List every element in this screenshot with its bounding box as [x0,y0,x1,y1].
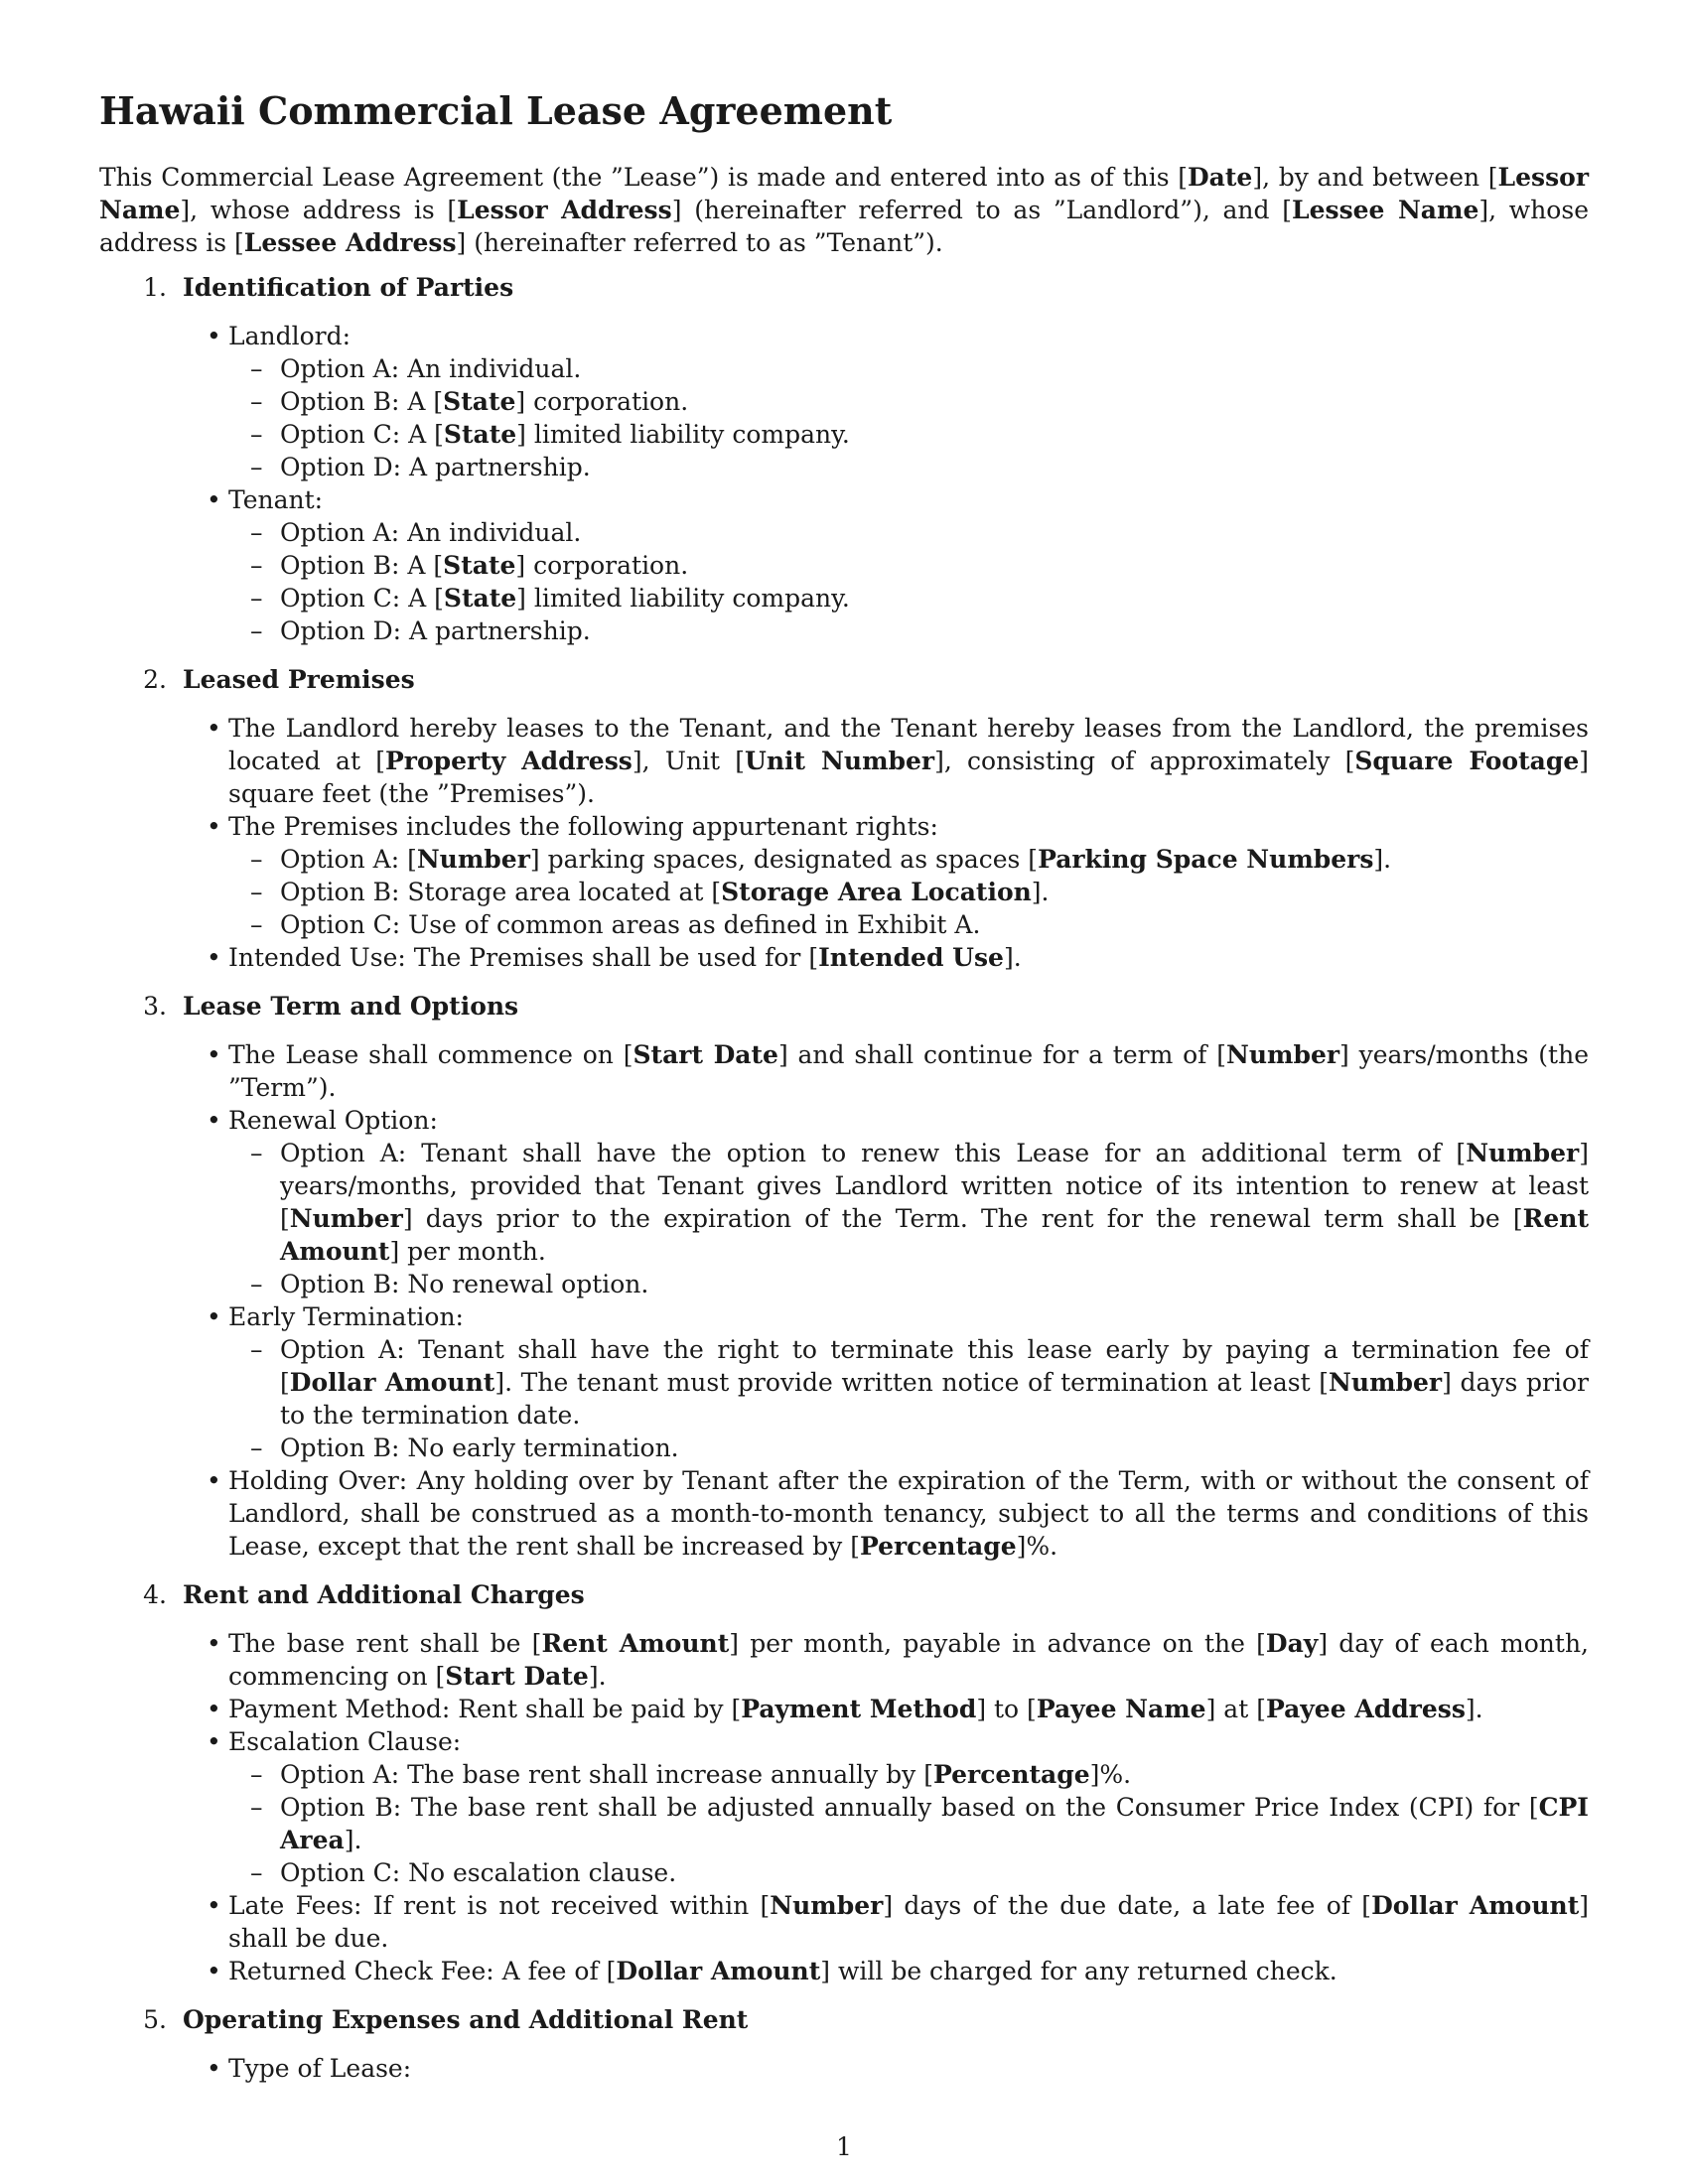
option-item: – Option A: An individual. [280,352,1589,385]
intro-text: ], whose address is [ [180,196,458,224]
bullet-text: Returned Check Fee: A fee of [ [228,1957,617,1985]
bullet-early-termination [228,1300,1589,1464]
bullet-text: ] days of the due date, a late fee of [ [883,1891,1372,1920]
bullet-text: ], consisting of approximately [ [934,747,1355,775]
bullet-text: ] to [ [976,1695,1037,1723]
placeholder-number: Number [770,1891,884,1920]
section-heading [99,1578,1589,1611]
option-list [228,1758,1589,1889]
placeholder-percentage: Percentage [859,1532,1017,1561]
bullet-text: ] day of each month, commencing on [ [228,1629,1589,1691]
bullet-text: Payment Method: Rent shall be paid by [ [228,1695,742,1723]
bullet-item [228,1627,1589,1693]
placeholder-date: Date [1187,163,1253,192]
bullet-text: ] at [ [1205,1695,1266,1723]
option-item: – Option A: An individual. [280,516,1589,549]
bullet-landlord [228,320,1589,483]
option-text: ] days prior to the termination date. [280,1368,1589,1430]
placeholder-square-footage: Square Footage [1354,747,1580,775]
option-item [280,1758,1589,1791]
placeholder-start-date: Start Date [633,1040,778,1069]
option-text: ] per month. [389,1237,546,1266]
option-text: Option A: [ [280,845,417,874]
bullet-text: ]. [1465,1695,1483,1723]
option-item [280,385,1589,418]
bullet-item [228,712,1589,810]
bullet-text: ] shall be due. [228,1891,1590,1953]
placeholder-parking-space-numbers: Parking Space Numbers [1038,845,1374,874]
bullet-text: The Landlord hereby leases to the Tenant, and the Tenant hereby leases from the Landlord, the premises located at [ [228,714,1589,775]
placeholder-state: State [443,420,517,449]
option-item [280,549,1589,582]
section-number: 1. [143,273,167,302]
placeholder-lessor-address: Lessor Address [457,196,672,224]
option-text: ] corporation. [515,551,689,580]
page-number: 1 [836,2132,852,2161]
section-identification [99,271,1589,647]
option-text: Option C: A [ [280,584,444,613]
option-item [280,1791,1589,1856]
bullet-label: Landlord: [228,322,352,350]
option-text: ] years/months, provided that Tenant gives Landlord written notice of its intention to renew at least [ [280,1139,1589,1233]
option-text: Option B: Storage area located at [ [280,878,722,906]
section-rent [99,1578,1589,1987]
section-number: 4. [143,1580,167,1609]
placeholder-state: State [443,584,517,613]
bullet-text: ]%. [1016,1532,1058,1561]
bullet-text: ], Unit [ [632,747,746,775]
bullet-text: ]. [588,1662,607,1691]
section-title: Lease Term and Options [183,992,519,1021]
option-text: ] limited liability company. [516,584,850,613]
placeholder-payment-method: Payment Method [741,1695,977,1723]
section-title: Rent and Additional Charges [183,1580,585,1609]
bullet-label: Early Termination: [228,1302,464,1331]
section-title: Identification of Parties [183,273,514,302]
bullet-text: ] and shall continue for a term of [ [777,1040,1226,1069]
option-list [228,843,1589,941]
placeholder-number: Number [1466,1139,1580,1167]
document-title: Hawaii Commercial Lease Agreement [99,88,893,133]
option-text: ] parking spaces, designated as spaces [ [529,845,1039,874]
placeholder-unit-number: Unit Number [745,747,935,775]
option-text: Option B: A [ [280,387,444,416]
option-text: Option A: Tenant shall have the right to terminate this lease early by paying a termination fee of [ [280,1335,1589,1397]
bullet-text: ] square feet (the ”Premises”). [228,747,1589,808]
intro-text: ], whose address is [ [99,196,1589,257]
placeholder-percentage: Percentage [933,1760,1090,1789]
option-item: – Option C: No escalation clause. [280,1856,1589,1889]
placeholder-rent-amount: Rent Amount [280,1204,1589,1266]
option-list [228,1333,1589,1464]
placeholder-state: State [443,387,516,416]
section-number: 3. [143,992,167,1021]
option-item [280,582,1589,614]
section-title: Operating Expenses and Additional Rent [183,2005,749,2034]
sections-list [99,271,1589,2085]
bullet-text: Late Fees: If rent is not received within [ [228,1891,771,1920]
bullet-list [99,1627,1589,1987]
option-text: ]. The tenant must provide written notice of termination at least [ [494,1368,1330,1397]
bullet-text: Holding Over: Any holding over by Tenant after the expiration of the Term, with or without the consent of Landlord, shall be construed as a month-to-month tenancy, subject to all the terms and conditions of this Lease, except that the rent shall be increased by [ [228,1466,1589,1561]
bullet-renewal [228,1104,1589,1300]
bullet-item [228,1889,1589,1955]
option-text: ]%. [1089,1760,1132,1789]
placeholder-number: Number [289,1204,403,1233]
bullet-label: Escalation Clause: [228,1727,462,1756]
placeholder-lessee-address: Lessee Address [243,228,457,257]
section-leased-premises [99,663,1589,974]
placeholder-day: Day [1265,1629,1319,1658]
bullet-text: ] per month, payable in advance on the [ [729,1629,1266,1658]
placeholder-intended-use: Intended Use [818,943,1004,972]
bullet-item [228,1464,1589,1563]
bullet-list [99,320,1589,647]
section-heading [99,271,1589,304]
bullet-item [228,941,1589,974]
placeholder-dollar-amount: Dollar Amount [289,1368,495,1397]
option-item [280,843,1589,876]
option-item [280,1333,1589,1432]
placeholder-property-address: Property Address [385,747,633,775]
placeholder-number: Number [1329,1368,1443,1397]
placeholder-lessee-name: Lessee Name [1292,196,1479,224]
option-text: ]. [1031,878,1050,906]
option-item [280,1137,1589,1268]
option-list [228,352,1589,483]
bullet-text: The Premises includes the following appurtenant rights: [228,812,938,841]
option-text: Option A: The base rent shall increase annually by [ [280,1760,933,1789]
option-text: ]. [344,1826,362,1854]
section-lease-term [99,990,1589,1563]
section-title: Leased Premises [183,665,415,694]
document-page [99,87,1589,2101]
option-list [228,516,1589,647]
intro-text: ] (hereinafter referred to as ”Landlord”), and [ [671,196,1293,224]
bullet-item [228,810,1589,941]
intro-text: This Commercial Lease Agreement (the ”Lease”) is made and entered into as of this [ [99,163,1188,192]
bullet-item [228,1038,1589,1104]
section-heading [99,2003,1589,2036]
option-text: Option B: A [ [280,551,444,580]
section-operating-expenses [99,2003,1589,2085]
intro-text: ] (hereinafter referred to as ”Tenant”). [456,228,943,257]
bullet-escalation [228,1725,1589,1889]
placeholder-number: Number [416,845,530,874]
bullet-text: ]. [1003,943,1022,972]
intro-paragraph [99,161,1589,259]
bullet-text: The base rent shall be [ [228,1629,542,1658]
bullet-text: ] will be charged for any returned check. [820,1957,1337,1985]
placeholder-dollar-amount: Dollar Amount [1371,1891,1580,1920]
bullet-tenant [228,483,1589,647]
placeholder-cpi-area: CPI Area [280,1793,1589,1854]
option-item [280,418,1589,451]
option-text: ] corporation. [515,387,689,416]
option-text: ] limited liability company. [516,420,850,449]
placeholder-number: Number [1226,1040,1340,1069]
placeholder-state: State [443,551,516,580]
placeholder-dollar-amount: Dollar Amount [616,1957,821,1985]
placeholder-payee-name: Payee Name [1036,1695,1206,1723]
option-text: ]. [1373,845,1392,874]
option-item [280,876,1589,908]
section-number: 2. [143,665,167,694]
placeholder-rent-amount: Rent Amount [541,1629,730,1658]
bullet-text: Intended Use: The Premises shall be used for [ [228,943,819,972]
placeholder-storage-area-location: Storage Area Location [721,878,1032,906]
section-number: 5. [143,2005,167,2034]
option-text: Option C: A [ [280,420,444,449]
bullet-list [99,712,1589,974]
placeholder-start-date: Start Date [445,1662,589,1691]
option-item: – Option C: Use of common areas as defined in Exhibit A. [280,908,1589,941]
option-text: ] days prior to the expiration of the Term. The rent for the renewal term shall be [ [402,1204,1523,1233]
section-heading [99,990,1589,1023]
bullet-item [228,1693,1589,1725]
bullet-list [99,1038,1589,1563]
bullet-text: ] years/months (the ”Term”). [228,1040,1589,1102]
bullet-text: The Lease shall commence on [ [228,1040,633,1069]
option-item: – Option D: A partnership. [280,614,1589,647]
option-list [228,1137,1589,1300]
option-item: – Option D: A partnership. [280,451,1589,483]
option-item: – Option B: No early termination. [280,1432,1589,1464]
bullet-list [99,2052,1589,2085]
bullet-item [228,1955,1589,1987]
intro-text: ], by and between [ [1252,163,1498,192]
placeholder-lessor-name: Lessor Name [99,163,1590,224]
option-item: – Option B: No renewal option. [280,1268,1589,1300]
bullet-item: • Type of Lease: [228,2052,1589,2085]
bullet-label: Renewal Option: [228,1106,438,1135]
option-text: Option A: Tenant shall have the option to renew this Lease for an additional term of [ [280,1139,1467,1167]
bullet-label: Tenant: [228,485,324,514]
placeholder-payee-address: Payee Address [1265,1695,1466,1723]
option-text: Option B: The base rent shall be adjusted annually based on the Consumer Price Index (CPI) for [ [280,1793,1539,1822]
section-heading [99,663,1589,696]
